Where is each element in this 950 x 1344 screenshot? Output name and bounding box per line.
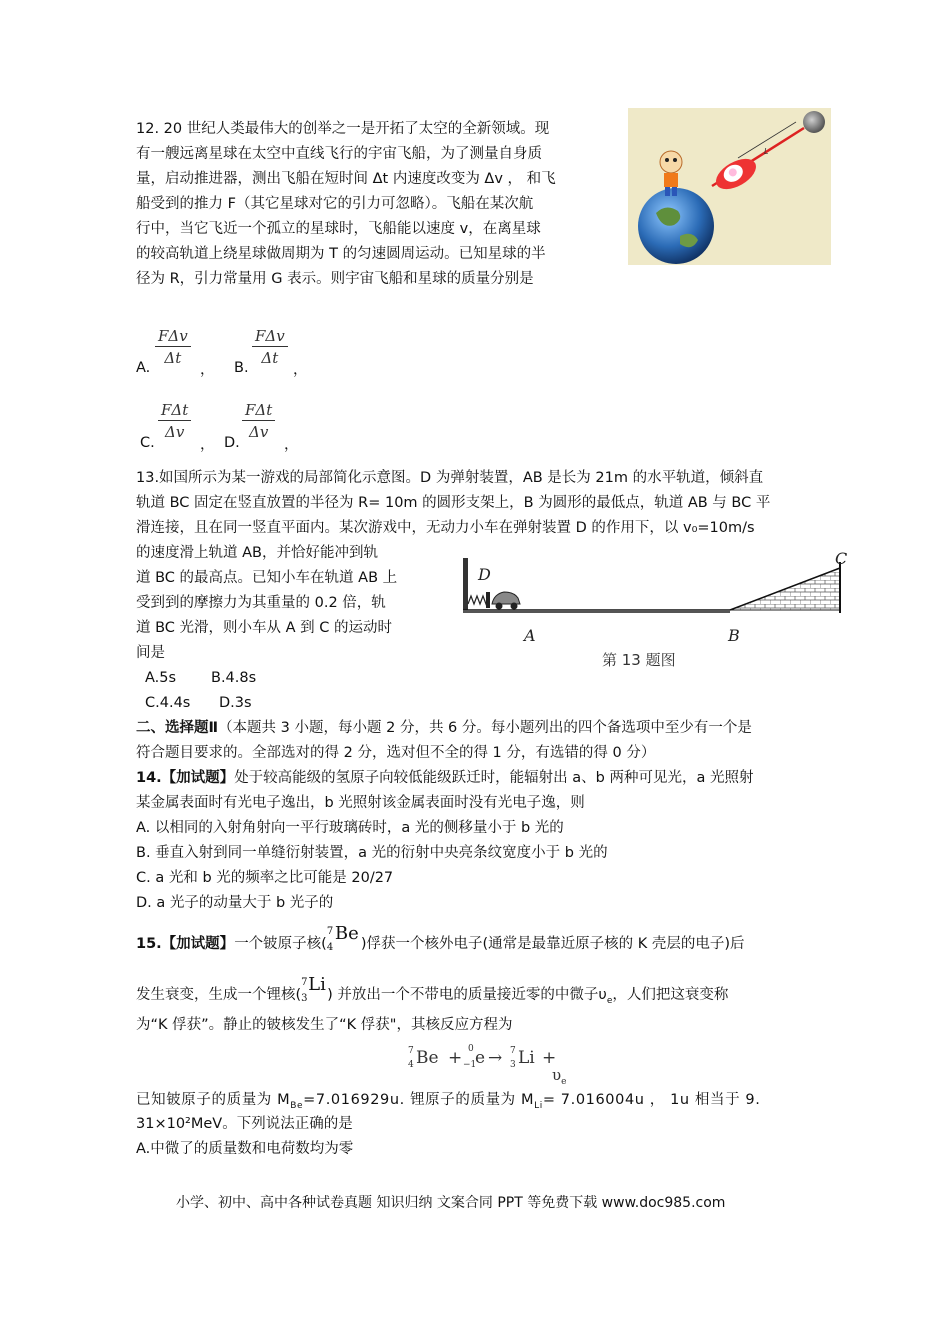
q12-option-c-numerator: FΔt bbox=[158, 400, 191, 421]
q15-be-charge: 4 bbox=[326, 942, 334, 953]
q12-line-4: 船受到的推力 F（其它星球对它的引力可忽略）。飞船在某次航 bbox=[136, 196, 534, 212]
q12-option-d-sep: ， bbox=[284, 437, 299, 453]
eq-li-symbol: Li bbox=[518, 1048, 535, 1068]
q14-tag: 14.【加试题】 bbox=[136, 770, 235, 786]
q12-option-b-fraction bbox=[252, 326, 288, 369]
q14-line-1 bbox=[136, 766, 754, 790]
q12-line-3: 量，启动推进器，测出飞船在短时间 Δt 内速度改变为 Δv ， 和飞 bbox=[136, 171, 556, 187]
eq-plus-1: + bbox=[448, 1048, 463, 1068]
q12-option-a-denominator: Δt bbox=[164, 349, 182, 367]
q13-line-7: 道 BC 光滑，则小车从 A 到 C 的运动时 bbox=[136, 620, 393, 636]
q12-option-d-label: D. bbox=[224, 435, 240, 451]
q15-text-2a: 发生衰变，生成一个锂核( bbox=[136, 987, 302, 1003]
q12-line-1: 12. 20 世纪人类最伟大的创举之一是开拓了太空的全新领域。现 bbox=[136, 121, 550, 137]
q12-option-d-fraction bbox=[242, 400, 275, 443]
q12-line-2: 有一艘远离星球在太空中直线飞行的宇宙飞船，为了测量自身质 bbox=[136, 146, 542, 162]
eq-be-charge: 4 bbox=[408, 1060, 414, 1070]
q12-option-d-numerator: FΔt bbox=[242, 400, 275, 421]
moon-icon bbox=[803, 111, 825, 133]
q15-line-1 bbox=[136, 923, 745, 956]
q13-option-a: A.5s bbox=[145, 670, 177, 686]
q12-option-a-numerator: FΔv bbox=[155, 326, 191, 347]
q15-li-charge: 3 bbox=[301, 993, 308, 1004]
q12-option-c-sep: ， bbox=[200, 437, 215, 453]
q14-option-b: B. 垂直入射到同一单缝衍射装置，a 光的衍射中央亮条纹宽度小于 b 光的 bbox=[136, 845, 608, 861]
spaceship-illustration-svg bbox=[628, 108, 831, 265]
eq-be-mass: 7 bbox=[408, 1046, 414, 1056]
q15-text-2b: ) 并放出一个不带电的质量接近零的中微子υ bbox=[327, 987, 607, 1003]
q15-be-symbol: Be bbox=[334, 923, 359, 944]
q13-line-3: 滑连接，且在同一竖直平面内。某次游戏中，无动力小车在弹射装置 D 的作用下，以 v₀=10m/s bbox=[136, 520, 755, 536]
section-2-desc-2: 符合题目要求的。全部选对的得 2 分，选对但不全的得 1 分，有选错的得 0 分） bbox=[136, 745, 656, 761]
q12-option-c-denominator: Δv bbox=[164, 423, 185, 441]
q13-option-c: C.4.4s bbox=[145, 695, 191, 711]
q13-line-4: 的速度滑上轨道 AB，并恰好能冲到轨 bbox=[136, 545, 378, 561]
q12-option-c-label: C. bbox=[140, 435, 155, 451]
spaceship-planet-illustration bbox=[628, 108, 831, 265]
eq-neutrino bbox=[552, 1066, 566, 1087]
q15-mass-sub-be: Be bbox=[290, 1100, 304, 1111]
q12-line-5: 行中，当它飞近一个孤立的星球时，飞船能以速度 v，在离星球 bbox=[136, 221, 541, 237]
q12-option-c-fraction bbox=[158, 400, 191, 443]
q13-line-1: 13.如国所示为某一游戏的局部简化示意图。D 为弹射装置，AB 是长为 21m 的水平轨道，倾斜直 bbox=[136, 470, 764, 486]
eq-arrow: → bbox=[488, 1048, 503, 1068]
q14-option-c: C. a 光和 b 光的频率之比可能是 20/27 bbox=[136, 870, 394, 886]
section-2-header bbox=[136, 716, 752, 740]
q12-option-b-numerator: FΔv bbox=[252, 326, 288, 347]
svg-text:L: L bbox=[764, 147, 769, 156]
q12-option-a-fraction bbox=[155, 326, 191, 369]
q15-neutrino-sub: e bbox=[606, 995, 613, 1006]
q12-line-7: 径为 R，引力常量用 G 表示。则宇宙飞船和星球的质量分别是 bbox=[136, 271, 534, 287]
eq-li-mass: 7 bbox=[510, 1046, 516, 1056]
q12-option-a-sep: ， bbox=[200, 362, 215, 378]
q15-li-symbol: Li bbox=[308, 974, 326, 995]
q13-track-svg bbox=[460, 548, 852, 674]
eq-e-charge: −1 bbox=[463, 1060, 477, 1070]
q15-line-2 bbox=[136, 974, 729, 1013]
q13-option-b: B.4.8s bbox=[211, 670, 257, 686]
q13-label-a: A bbox=[524, 626, 536, 645]
q13-figure-caption: 第 13 题图 bbox=[602, 651, 676, 669]
q13-line-8: 间是 bbox=[136, 645, 165, 661]
q15-text-4b: =7.016929u. 锂原子的质量为 M bbox=[303, 1092, 535, 1108]
q13-line-2: 轨道 BC 固定在竖直放置的半径为 R= 10m 的圆形支架上，B 为圆形的最低点，轨道 AB 与 BC 平 bbox=[136, 495, 771, 511]
q12-option-b-sep: ， bbox=[293, 362, 308, 378]
q15-li-mass: 7 bbox=[301, 977, 308, 988]
q14-text-1: 处于较高能级的氢原子向较低能级跃迁时，能辐射出 a、b 两种可见光，a 光照射 bbox=[234, 770, 754, 786]
q12-option-a-label: A. bbox=[136, 360, 151, 376]
q15-li-nuclide bbox=[301, 974, 327, 1007]
q13-line-6: 受到到的摩擦力为其重量的 0.2 倍，轨 bbox=[136, 595, 386, 611]
eq-neutrino-symbol: υ bbox=[552, 1066, 562, 1084]
eq-e-mass: 0 bbox=[468, 1044, 474, 1054]
q12-option-b-denominator: Δt bbox=[261, 349, 279, 367]
q15-tag: 15.【加试题】 bbox=[136, 936, 235, 952]
q15-line-3: 为“K 俘获”。静止的铍核发生了“K 俘获"，其核反应方程为 bbox=[136, 1017, 513, 1033]
q14-option-d: D. a 光子的动量大于 b 光子的 bbox=[136, 895, 334, 911]
q13-track-figure bbox=[460, 548, 852, 674]
q15-option-a: A.中微了的质量数和电荷数均为零 bbox=[136, 1141, 354, 1157]
q15-text-4c: = 7.016004u ， 1u 相当于 9. bbox=[542, 1092, 761, 1108]
q12-line-6: 的较高轨道上绕星球做周期为 T 的匀速圆周运动。已知星球的半 bbox=[136, 246, 546, 262]
q15-text-1a: 一个铍原子核( bbox=[234, 936, 327, 952]
section-2-title: 二、选择题Ⅱ bbox=[136, 720, 219, 736]
q15-mass-sub-li: Li bbox=[534, 1100, 543, 1111]
section-2-desc-1: （本题共 3 小题，每小题 2 分，共 6 分。每小题列出的四个备选项中至少有一个是 bbox=[218, 720, 752, 736]
q15-line-5: 31×10²MeV。下列说法正确的是 bbox=[136, 1116, 353, 1132]
q12-option-d-denominator: Δv bbox=[248, 423, 269, 441]
eq-e-symbol: e bbox=[475, 1048, 486, 1068]
eq-neutrino-sub: e bbox=[561, 1077, 567, 1087]
q13-label-c: C bbox=[835, 549, 848, 568]
q15-text-2c: ，人们把这衰变称 bbox=[612, 987, 729, 1003]
q13-label-b: B bbox=[728, 626, 740, 645]
q14-option-a: A. 以相同的入射角射向一平行玻璃砖时，a 光的侧移量小于 b 光的 bbox=[136, 820, 564, 836]
q15-be-mass: 7 bbox=[326, 926, 334, 937]
q12-option-b-label: B. bbox=[234, 360, 249, 376]
page-footer: 小学、初中、高中各种试卷真题 知识归纳 文案合同 PPT 等免费下载 www.doc985.com bbox=[176, 1195, 726, 1211]
eq-plus-2: + bbox=[542, 1048, 557, 1068]
q13-label-d: D bbox=[478, 565, 491, 584]
q15-reaction-equation bbox=[408, 1044, 608, 1087]
q14-line-2: 某金属表面时有光电子逸出，b 光照射该金属表面时没有光电子逸，则 bbox=[136, 795, 585, 811]
eq-li-charge: 3 bbox=[510, 1060, 516, 1070]
eq-be-symbol: Be bbox=[416, 1048, 439, 1068]
q15-text-1b: )俘获一个核外电子(通常是最靠近原子核的 K 壳层的电子)后 bbox=[360, 936, 745, 952]
car-icon bbox=[492, 592, 520, 610]
q15-be-nuclide bbox=[326, 923, 361, 956]
q13-option-d: D.3s bbox=[219, 695, 252, 711]
q15-text-4a: 已知铍原子的质量为 M bbox=[136, 1092, 291, 1108]
earth-icon bbox=[638, 188, 714, 264]
q13-line-5: 道 BC 的最高点。已知小车在轨道 AB 上 bbox=[136, 570, 398, 586]
